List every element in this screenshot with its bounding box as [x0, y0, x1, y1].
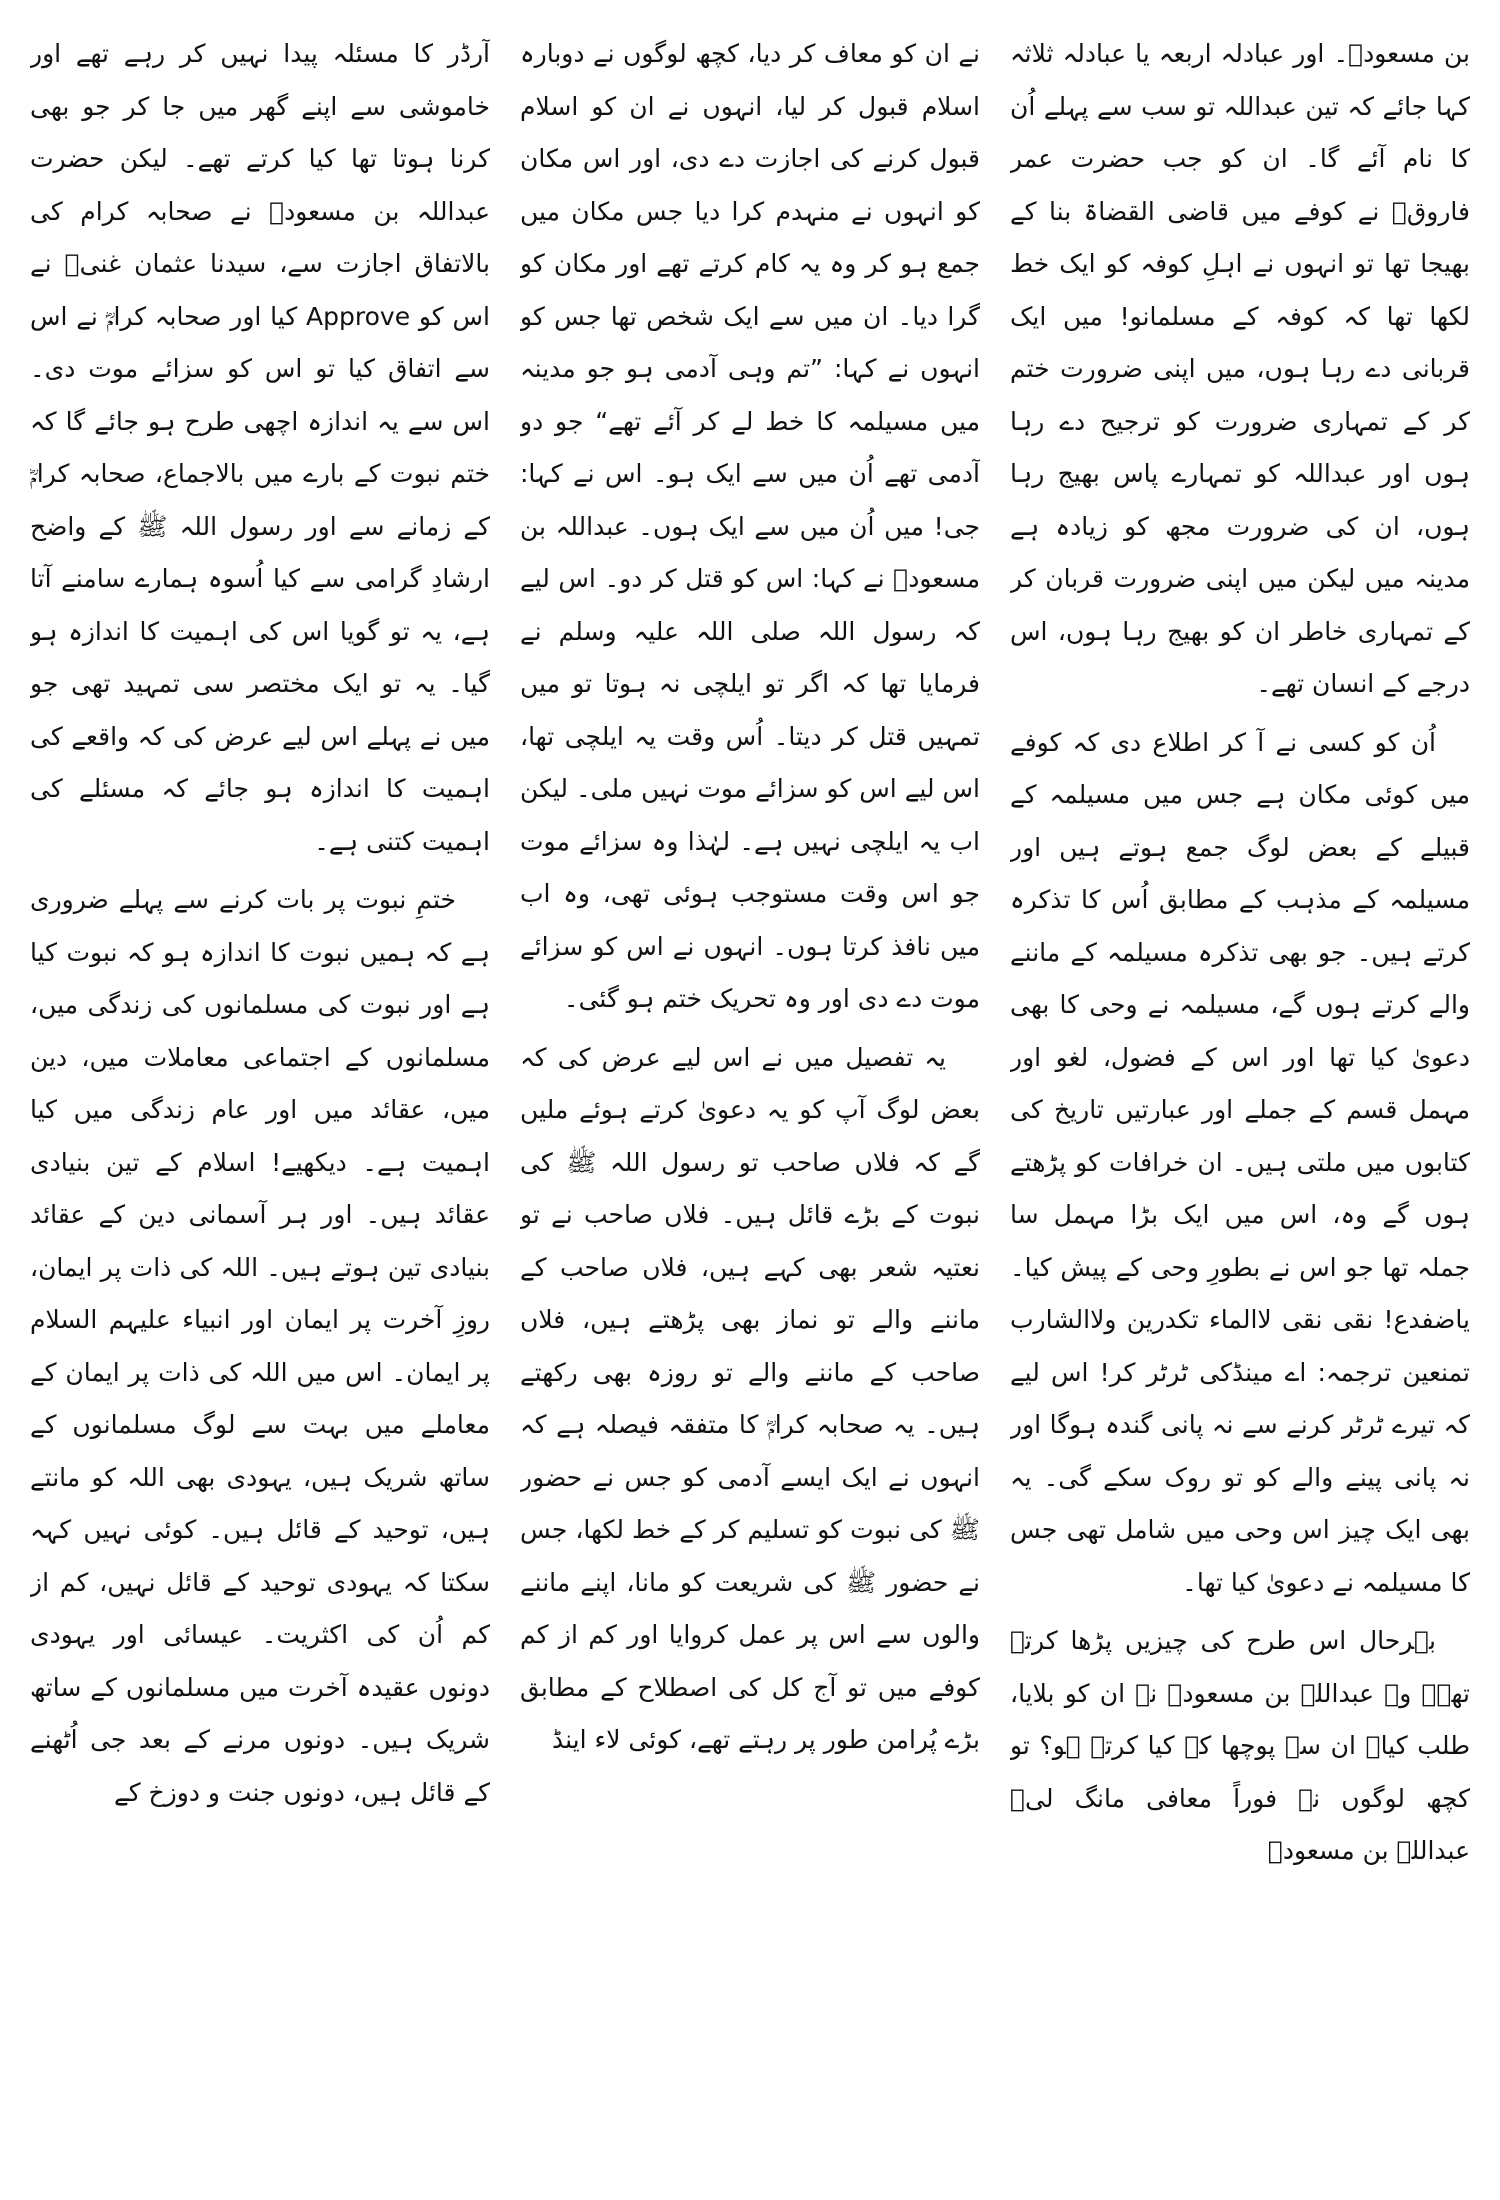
paragraph: نے ان کو معاف کر دیا، کچھ لوگوں نے دوبارہ اسلام قبول کر لیا، انہوں نے ان کو اسلام قبول کرنے کی اجازت دے دی، اور اس مکان کو انہوں نے منہدم کرا دیا جس مکان میں جمع ہو کر وہ یہ کام کرتے تھے اور مکان کو گرا دیا۔ ان میں سے ایک شخص تھا جس کو انہوں نے کہا: ”تم وہی آدمی ہو جو مدینہ میں مسیلمہ کا خط لے کر آئے تھے“ جو دو آدمی تھے اُن میں سے ایک ہو۔ اس نے کہا: جی! میں اُن میں سے ایک ہوں۔ عبداللہ بن مسعودؓ نے کہا: اس کو قتل کر دو۔ اس لیے کہ رسول اللہ صلی اللہ علیہ وسلم نے فرمایا تھا کہ اگر تو ایلچی نہ ہوتا تو میں تمہیں قتل کر دیتا۔ اُس وقت یہ ایلچی تھا، اس لیے اس کو سزائے موت نہیں ملی۔ لیکن اب یہ ایلچی نہیں ہے۔ لہٰذا وہ سزائے موت جو اس وقت مستوجب ہوئی تھی، وہ اب میں نافذ کرتا ہوں۔ انہوں نے اس کو سزائے موت دے دی اور وہ تحریک ختم ہو گئی۔: [520, 39, 980, 1013]
paragraph: بن مسعودؓ۔ اور عبادلہ اربعہ یا عبادلہ ثلاثہ کہا جائے کہ تین عبداللہ تو سب سے پہلے اُن کا نام آئے گا۔ ان کو جب حضرت عمر فاروقؓ نے کوفے میں قاضی القضاۃ بنا کے بھیجا تھا تو انہوں نے اہلِ کوفہ کو ایک خط لکھا تھا کہ کوفہ کے مسلمانو! میں ایک قربانی دے رہا ہوں، میں اپنی ضرورت ختم کر کے تمہاری ضرورت کو ترجیح دے رہا ہوں اور عبداللہ کو تمہارے پاس بھیج رہا ہوں، ان کی ضرورت مجھ کو زیادہ ہے مدینہ میں لیکن میں اپنی ضرورت قربان کر کے تمہاری خاطر ان کو بھیج رہا ہوں، اس درجے کے انسان تھے۔: [1010, 39, 1470, 698]
paragraph: آرڈر کا مسئلہ پیدا نہیں کر رہے تھے اور خاموشی سے اپنے گھر میں جا کر جو بھی کرنا ہوتا تھا کیا کرتے تھے۔ لیکن حضرت عبداللہ بن مسعودؓ نے صحابہ کرام کی بالاتفاق اجازت سے، سیدنا عثمان غنیؓ نے اس کو Approve کیا اور صحابہ کرامؓ نے اس سے اتفاق کیا تو اس کو سزائے موت دی۔ اس سے یہ اندازہ اچھی طرح ہو جائے گا کہ ختم نبوت کے بارے میں بالاجماع، صحابہ کرامؓ کے زمانے سے اور رسول اللہ ﷺ کے واضح ارشادِ گرامی سے کیا اُسوہ ہمارے سامنے آتا ہے، یہ تو گویا اس کی اہمیت کا اندازہ ہو گیا۔ یہ تو ایک مختصر سی تمہید تھی جو میں نے پہلے اس لیے عرض کی کہ واقعے کی اہمیت کا اندازہ ہو جائے کہ مسئلے کی اہمیت کتنی ہے۔: [30, 39, 490, 856]
column-left: [30, 28, 490, 2178]
column-middle: [520, 28, 980, 2178]
paragraph: یہ تفصیل میں نے اس لیے عرض کی کہ بعض لوگ آپ کو یہ دعویٰ کرتے ہوئے ملیں گے کہ فلاں صاحب تو رسول اللہ ﷺ کی نبوت کے بڑے قائل ہیں۔ فلاں صاحب نے تو نعتیہ شعر بھی کہے ہیں، فلاں صاحب کے ماننے والے تو نماز بھی پڑھتے ہیں، فلاں صاحب کے ماننے والے تو روزہ بھی رکھتے ہیں۔ یہ صحابہ کرامؓ کا متفقہ فیصلہ ہے کہ انہوں نے ایک ایسے آدمی کو جس نے حضور ﷺ کی نبوت کو تسلیم کر کے خط لکھا، جس نے حضور ﷺ کی شریعت کو مانا، اپنے ماننے والوں سے اس پر عمل کروایا اور کم از کم کوفے میں تو آج کل کی اصطلاح کے مطابق بڑے پُرامن طور پر رہتے تھے، کوئی لاء اینڈ: [520, 1042, 980, 1754]
paragraph: اُن کو کسی نے آ کر اطلاع دی کہ کوفے میں کوئی مکان ہے جس میں مسیلمہ کے قبیلے کے بعض لوگ جمع ہوتے ہیں اور مسیلمہ کے مذہب کے مطابق اُس کا تذکرہ کرتے ہیں۔ جو بھی تذکرہ مسیلمہ کے ماننے والے کرتے ہوں گے، مسیلمہ نے وحی کا بھی دعویٰ کیا تھا اور اس کے فضول، لغو اور مہمل قسم کے جملے اور عبارتیں تاریخ کی کتابوں میں ملتی ہیں۔ ان خرافات کو پڑھتے ہوں گے وہ، اس میں ایک بڑا مہمل سا جملہ تھا جو اس نے بطورِ وحی کے پیش کیا۔ یاضفدع! نقی نقی لاالماء تکدرین ولاالشارب تمنعین ترجمہ: اے مینڈکی ٹرٹر کر! اس لیے کہ تیرے ٹرٹر کرنے سے نہ پانی گندہ ہوگا اور نہ پانی پینے والے کو تو روک سکے گی۔ یہ بھی ایک چیز اس وحی میں شامل تھی جس کا مسیلمہ نے دعویٰ کیا تھا۔: [1010, 727, 1470, 1597]
paragraph: بہرحال اس طرح کی چیزیں پڑھا کرتے تھے۔ وہ عبداللہ بن مسعودؓ نے ان کو بلایا، طلب کیا۔ ان سے پوچھا کہ کیا کرتے ہو؟ تو کچھ لوگوں نے فوراً معافی مانگ لی۔ عبداللہ بن مسعودؓ: [1010, 1626, 1470, 1865]
paragraph: ختمِ نبوت پر بات کرنے سے پہلے ضروری ہے کہ ہمیں نبوت کا اندازہ ہو کہ نبوت کیا ہے اور نبوت کی مسلمانوں کی زندگی میں، مسلمانوں کے اجتماعی معاملات میں، دین میں، عقائد میں اور عام زندگی میں کیا اہمیت ہے۔ دیکھیے! اسلام کے تین بنیادی عقائد ہیں۔ اور ہر آسمانی دین کے عقائد بنیادی تین ہوتے ہیں۔ اللہ کی ذات پر ایمان، روزِ آخرت پر ایمان اور انبیاء علیہم السلام پر ایمان۔ اس میں اللہ کی ذات پر ایمان کے معاملے میں بہت سے لوگ مسلمانوں کے ساتھ شریک ہیں، یہودی بھی اللہ کو مانتے ہیں، توحید کے قائل ہیں۔ کوئی نہیں کہہ سکتا کہ یہودی توحید کے قائل نہیں، کم از کم اُن کی اکثریت۔ عیسائی اور یہودی دونوں عقیدہ آخرت میں مسلمانوں کے ساتھ شریک ہیں۔ دونوں مرنے کے بعد جی اُٹھنے کے قائل ہیں، دونوں جنت و دوزخ کے: [30, 885, 490, 1807]
column-right: [1010, 28, 1470, 2178]
